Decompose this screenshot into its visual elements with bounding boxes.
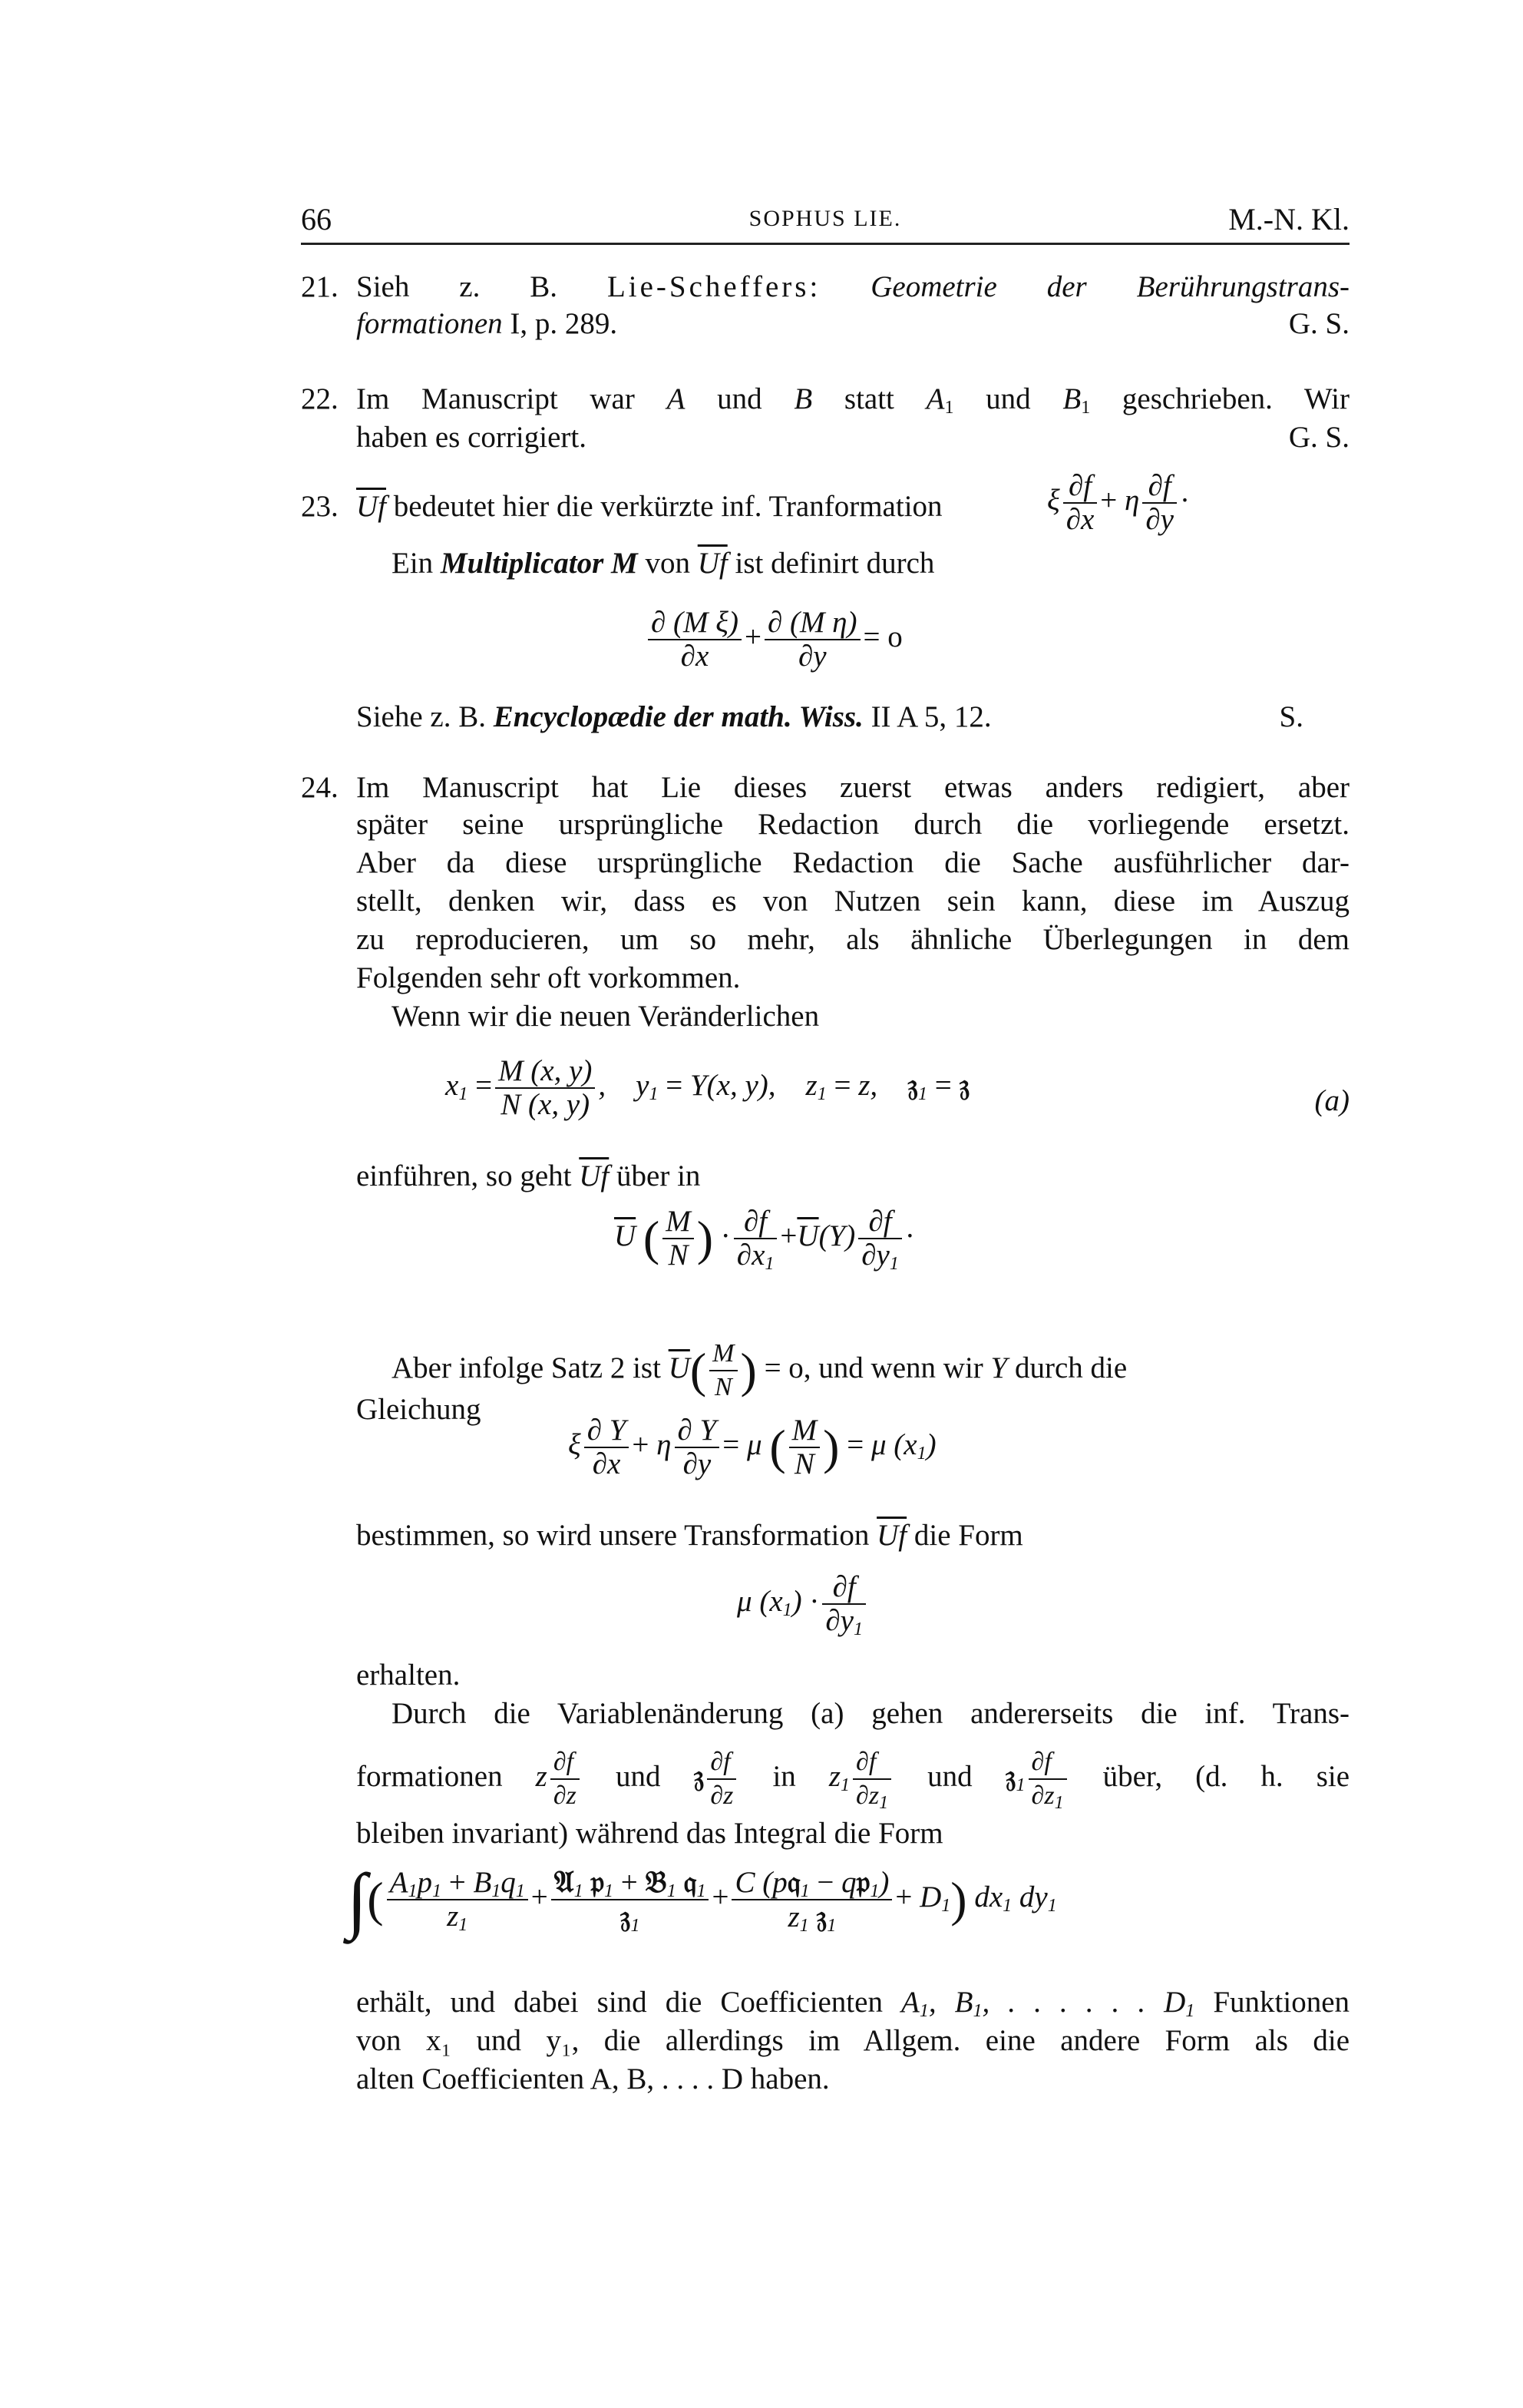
note-24-text: Aber infolge Satz 2 ist [391, 1351, 661, 1384]
integral-equation: ∫( $\frac{A_1p_1 + B_1q_1}{z_1}$ + $\frac{𝔄_1 𝔭_1 + 𝔅_1 𝔮_1}{𝔷_1}$ + $\frac{C (p𝔮_1 - q𝔭_1)}{z_1 𝔷_1}$ + $D_1$) $dx_1$ $dy_1$ [347, 1858, 1057, 1940]
note-22-line-2: haben es corrigiert. [356, 421, 586, 454]
word-und: und [615, 1760, 661, 1793]
uf-symbol: $\overline{Uf}$ [579, 1159, 610, 1192]
note-24-von: von x₁ und y₁, die allerdings im Allgem. eine andere Form als die [356, 2024, 1350, 2057]
note-21-title-cont: formationen [356, 307, 503, 340]
equation-a: $x_1$ = $\frac{M (x, y)}{N (x, y)}$ , $y_1 = Y(x$, y), $z_1 = z$, 𝔷$_1$ = 𝔷 [445, 1054, 970, 1121]
note-24-line-6: Folgenden sehr oft vorkommen. [356, 961, 741, 994]
note-24-erhalten: erhalten. [356, 1659, 461, 1692]
word-und: und [717, 382, 762, 415]
page-number: 66 [301, 202, 332, 237]
note-21-title: Geometrie der Berührungstrans- [871, 270, 1350, 303]
note-24-formationen: formationen z $\frac{\partial f}{\partial z}$ und 𝔷 $\frac{\partial f}{\partial z}$ in $z_1$ $\frac{\partial f}{\partial z_1}$ und 𝔷$_1$ $\frac{\partial f}{\partial z_1}$ über, (d. h. sie [356, 1748, 1350, 1814]
note-21-author: Lie-Scheffers: [606, 270, 821, 303]
note-23-number: 23. [301, 490, 339, 523]
var-b: B [794, 382, 813, 415]
note-24-bleiben: bleiben invariant) während das Integral die Form [356, 1817, 943, 1850]
reference-location: II A 5, 12. [871, 700, 992, 733]
note-24-aber: Aber infolge Satz 2 ist $\overline{U}$( $\frac{M}{N}$ ) = o, und wenn wir Y durch die [391, 1339, 1128, 1401]
note-24-line-3: Aber da diese ursprüngliche Redaction die Sache ausführlicher dar- [356, 846, 1350, 879]
note-21-citation: I, p. 289. [510, 307, 618, 340]
term-multiplicator: Multiplicator [440, 547, 604, 580]
header-rule [301, 243, 1350, 245]
note-24-wenn: Wenn wir die neuen Veränderlichen [391, 1000, 820, 1033]
uf-symbol: $\overline{Uf}$ [877, 1519, 907, 1552]
transformed-operator: $\overline{U}$ ( $\frac{M}{N}$ ) · $\frac{\partial f}{\partial x_1}$ $+\overline{U}(Y)$ $\frac{\partial f}{\partial y_1}$ · [614, 1205, 915, 1274]
note-24-text: = o, und wenn wir [764, 1351, 983, 1384]
running-header [301, 201, 1350, 237]
note-22-text: Im Manuscript war [356, 382, 635, 415]
note-24-text: die Form [913, 1519, 1023, 1552]
equation-a-label: (a) [1314, 1084, 1350, 1117]
note-21-line-1 [356, 269, 1350, 306]
note-24-alten: alten Coefficienten A, B, . . . . D haben. [356, 2062, 830, 2095]
note-23-line-1 [356, 488, 943, 525]
note-24-line-2: später seine ursprüngliche Redaction durch die vorliegende ersetzt. [356, 808, 1350, 841]
note-21-signature: G. S. [1288, 307, 1350, 340]
uf-symbol: $\overline{Uf}$ [697, 547, 728, 580]
note-22-signature: G. S. [1288, 421, 1350, 454]
note-21-line-2 [356, 306, 617, 342]
var-a1: A [926, 382, 945, 415]
note-24-text: durch die [1014, 1351, 1128, 1384]
var-m: M [611, 547, 638, 580]
transformation-form: μ $(x_1)$ · $\frac{\partial f}{\partial y_1}$ [737, 1571, 869, 1637]
word-und: und [927, 1760, 973, 1793]
note-24-einfuehren [356, 1158, 700, 1195]
note-23-text: Siehe z. B. [356, 700, 486, 733]
note-23-line-2 [391, 545, 934, 582]
mu-equation: ξ $\frac{\partial Y}{\partial x}$ + η $\frac{\partial Y}{\partial y}$ = μ ( $\frac{M}{N}$ ) = μ $(x_1)$ [568, 1414, 937, 1480]
note-24-text: bestimmen, so wird unsere Transformation [356, 1519, 870, 1552]
note-24-gleichung: Gleichung [356, 1393, 481, 1426]
note-22-text-end: geschrieben. Wir [1122, 382, 1350, 415]
note-24-text: über in [616, 1159, 701, 1192]
running-title: SOPHUS LIE. [748, 206, 902, 231]
note-24-text: erhält, und dabei sind die Coefficienten [356, 1986, 883, 2019]
note-24-text: Funktionen [1213, 1986, 1350, 2019]
note-22-number: 22. [301, 382, 339, 415]
multiplicator-equation: $\frac{\text{∂ (M ξ)}}{\partial x}$ + $\frac{\text{∂ (M η)}}{\partial y}$ = o [645, 607, 903, 673]
section-label: M.-N. Kl. [1228, 202, 1350, 237]
note-24-line-5: zu reproducieren, um so mehr, als ähnliche Überlegungen in dem [356, 923, 1350, 956]
note-24-line-4: stellt, denken wir, dass es von Nutzen sein kann, diese im Auszug [356, 885, 1350, 918]
note-24-bestimmen [356, 1517, 1023, 1554]
word-und: und [986, 382, 1031, 415]
note-23-signature: S. [1279, 700, 1303, 733]
note-23-line-3 [356, 699, 992, 736]
uf-symbol: $\overline{Uf}$ [356, 490, 386, 523]
word-in: in [772, 1760, 796, 1793]
note-23-operator: ξ $\frac{\partial f}{\partial x}$ + η $\frac{\partial f}{\partial y}$ · [1047, 469, 1190, 536]
note-24-durch: Durch die Variablenänderung (a) gehen andererseits die inf. Trans- [391, 1697, 1350, 1730]
note-24-number: 24. [301, 771, 339, 804]
var-b1: B [1062, 382, 1082, 415]
note-24-text: formationen [356, 1760, 503, 1793]
note-24-text: einführen, so geht [356, 1159, 572, 1192]
var-a: A [666, 382, 686, 415]
note-21-number: 21. [301, 270, 339, 303]
note-22-line-1: Im Manuscript war A und B statt $A_1$ und $B_1$ geschrieben. Wir [356, 382, 1350, 418]
note-24-text: über, (d. h. sie [1102, 1760, 1350, 1793]
note-21-text: Sieh z. B. [356, 270, 558, 303]
word-von: von [645, 547, 690, 580]
var-y: Y [990, 1351, 1008, 1384]
word-statt: statt [844, 382, 894, 415]
note-23-text: ist definirt durch [735, 547, 935, 580]
reference-title: Encyclopædie der math. Wiss. [493, 700, 864, 733]
equation-rhs: = o [863, 620, 903, 653]
note-23-text: bedeutet hier die verkürzte inf. Tranformation [393, 490, 943, 523]
note-24-erhaelt: erhält, und dabei sind die Coefficienten $A_1$, $B_1$, . . . . . . $D_1$ Funktionen [356, 1986, 1350, 2021]
note-24-line-1: Im Manuscript hat Lie dieses zuerst etwas anders redigiert, aber [356, 771, 1350, 804]
word-ein: Ein [391, 547, 434, 580]
